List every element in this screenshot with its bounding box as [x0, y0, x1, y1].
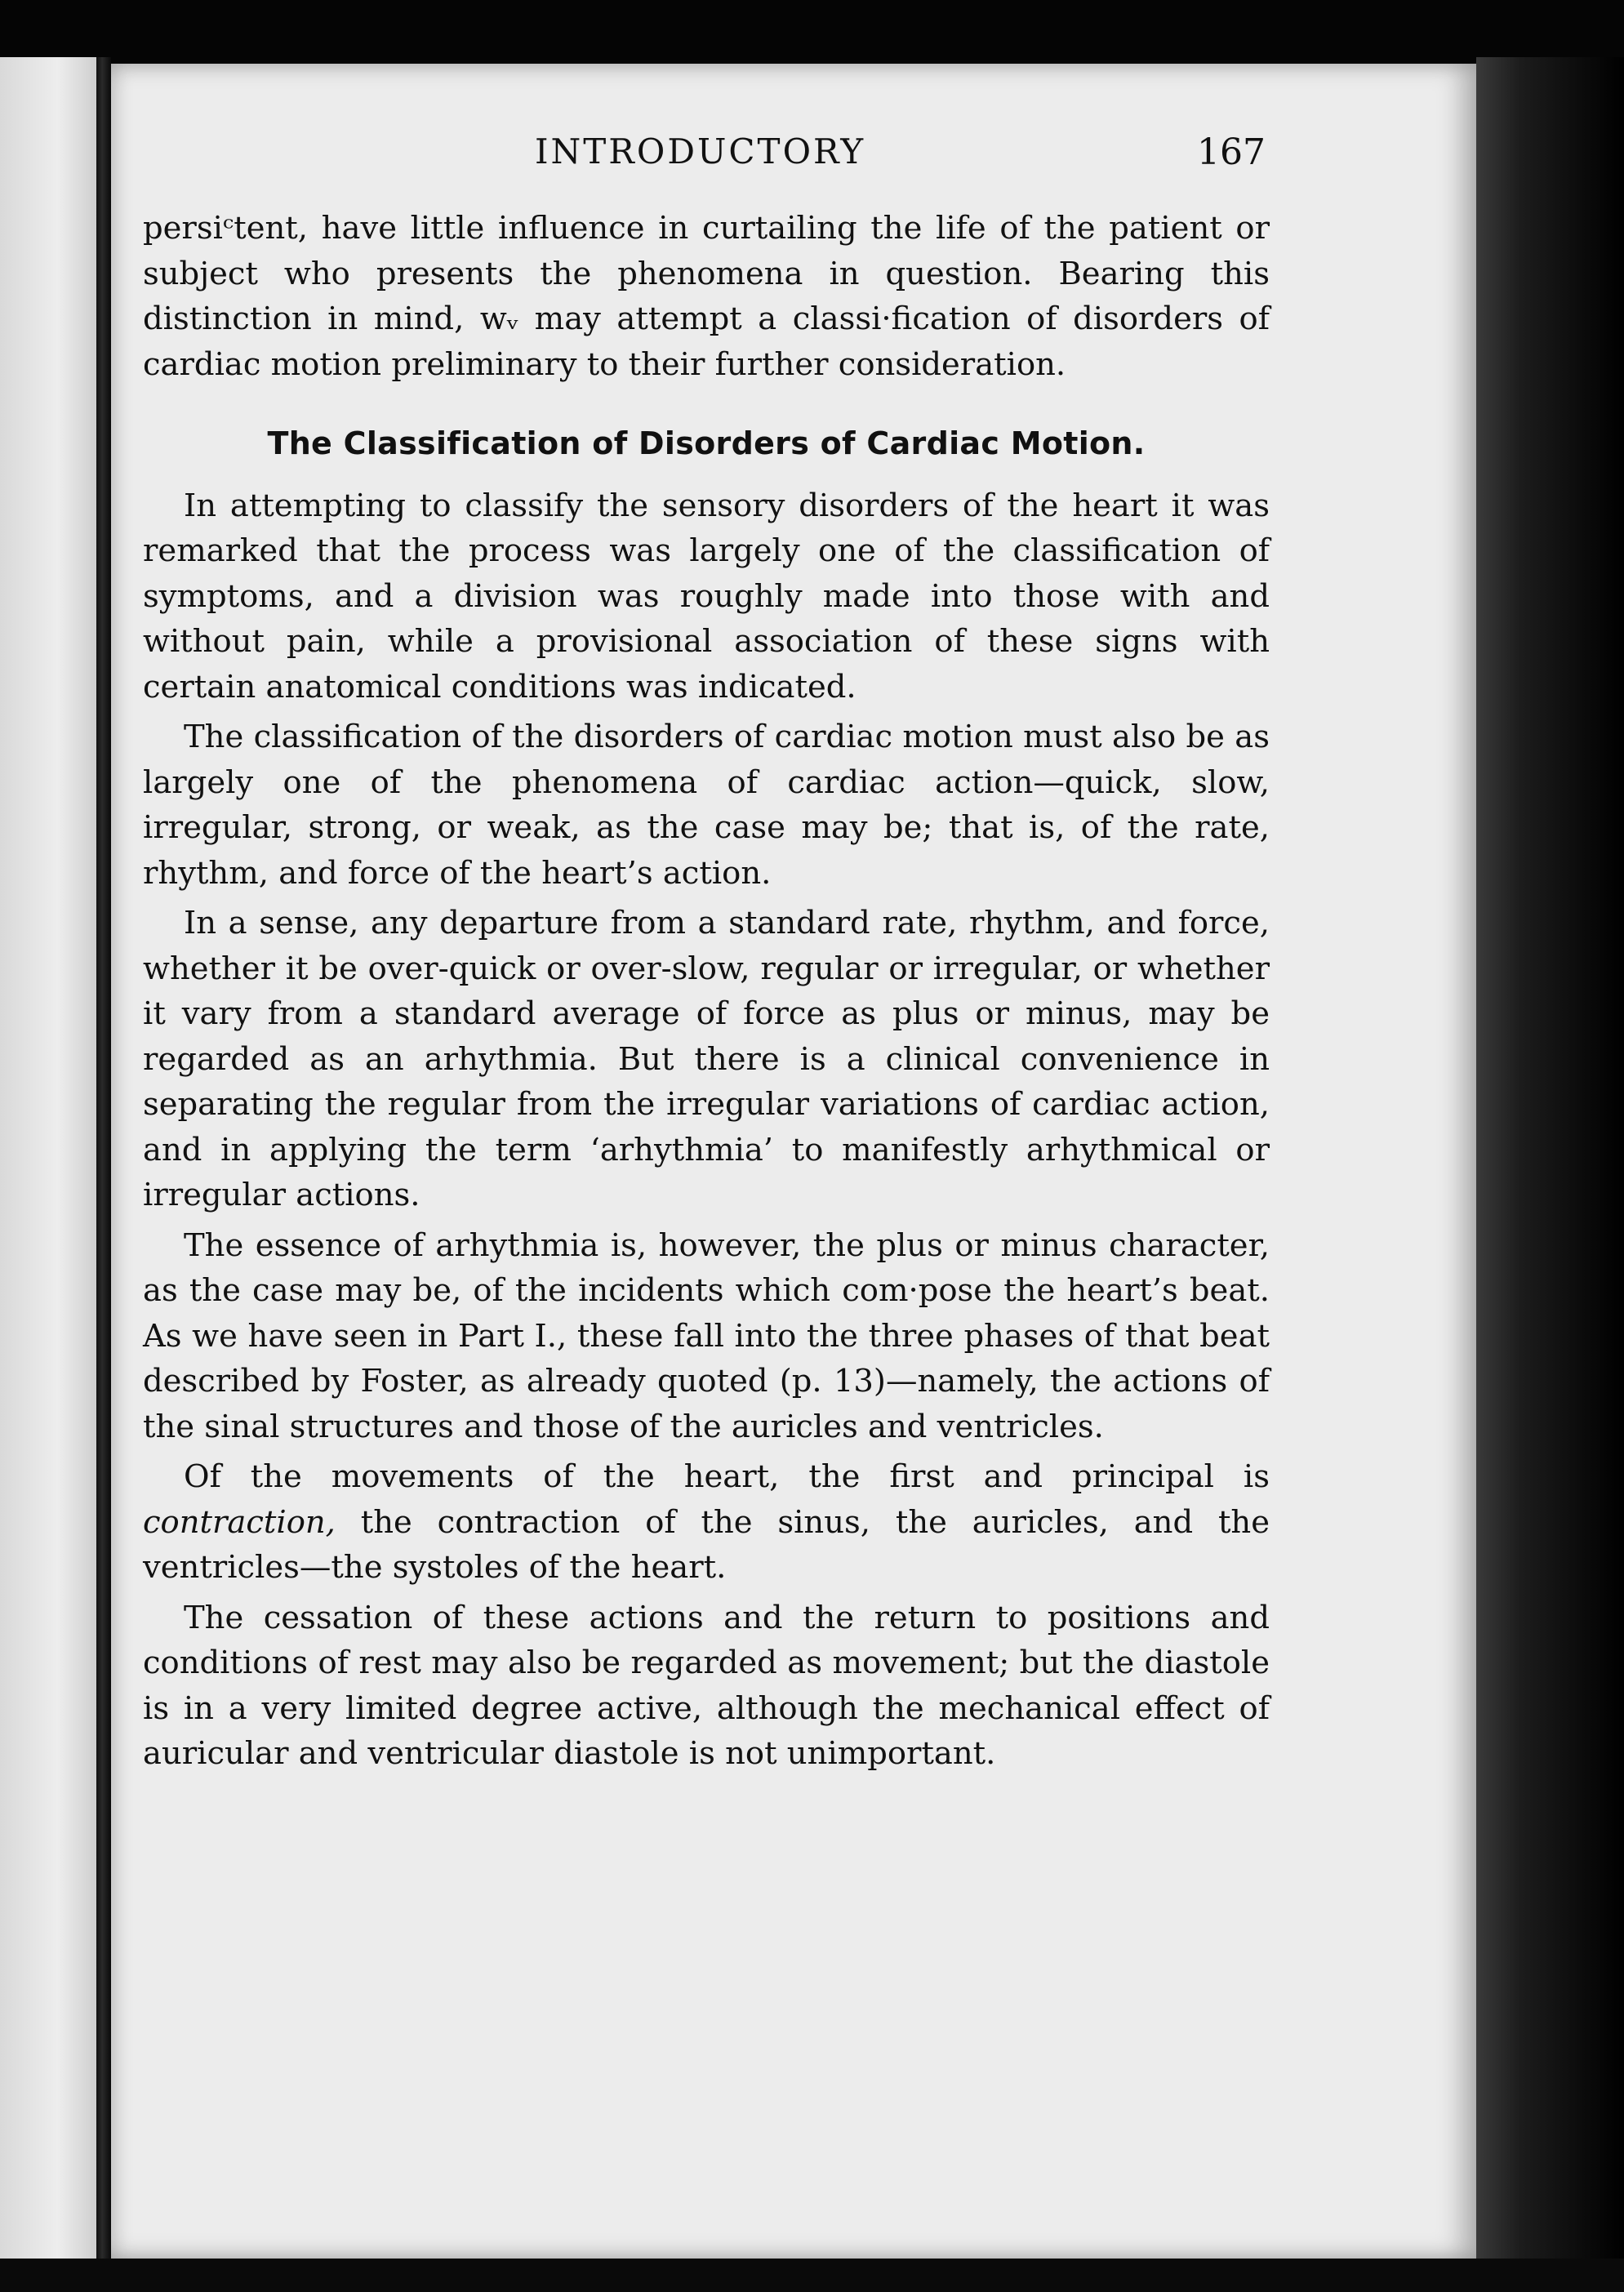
paragraph: The classification of the disorders of cardiac motion must also be as largely one of the phenomena of cardiac action—quick, slow, irregular, strong, or weak, as the case may be; that is, of the rate, rhythm, and force of the heart’s action. [143, 719, 1270, 892]
paragraph [143, 1454, 1270, 1591]
paragraph-text: Of the movements of the heart, the first and principal is [184, 1458, 1270, 1495]
paragraph-continuation: persiᶜtent, have little influence in curtailing the life of the patient or subject who presents the phenomena in question. Bearing this distinction in mind, wᵥ may attempt a classi·fication of disorders of cardiac motion preliminary to their further consideration. [143, 210, 1270, 383]
paragraph-text: the contraction of the sinus, the auricles, and the ventricles—the systoles of the heart. [143, 1503, 1270, 1586]
facing-page-edge [0, 57, 96, 2262]
running-head: INTRODUCTORY [534, 131, 866, 171]
page-number: 167 [1197, 131, 1266, 173]
paragraph: The cessation of these actions and the return to positions and conditions of rest may also be regarded as movement; but the diastole is in a very limited degree active, although the mechanical effect of auricular and ventricular diastole is not unimportant. [143, 1599, 1270, 1772]
paragraph: The essence of arhythmia is, however, the plus or minus character, as the case may be, of the incidents which com·pose the heart’s beat. As we have seen in Part I., these fall into the three phases of that beat described by Foster, as already quoted (p. 13)—namely, the actions of the sinal structures and those of the auricles and ventricles. [143, 1226, 1270, 1445]
paragraph: In attempting to classify the sensory disorders of the heart it was remarked that the process was largely one of the classification of symptoms, and a division was roughly made into those with and without pain, while a provisional association of these signs with certain anatomical conditions was indicated. [143, 487, 1270, 705]
page-fore-edge [1476, 57, 1624, 2292]
book-gutter [96, 57, 111, 2262]
emphasized-term: contraction, [143, 1503, 336, 1541]
section-heading: The Classification of Disorders of Cardiac Motion. [267, 425, 1146, 461]
page-header [135, 127, 1266, 184]
scan-bottom-border [0, 2259, 1624, 2292]
paragraph: In a sense, any departure from a standard rate, rhythm, and force, whether it be over-quick or over-slow, regular or irregular, or whether it vary from a standard average of force as plus or minus, may be regarded as an arhythmia. But there is a clinical convenience in separating the regular from the irregular variations of cardiac action, and in applying the term ‘arhythmia’ to manifestly arhythmical or irregular actions. [143, 905, 1270, 1213]
body-text [143, 206, 1270, 1777]
